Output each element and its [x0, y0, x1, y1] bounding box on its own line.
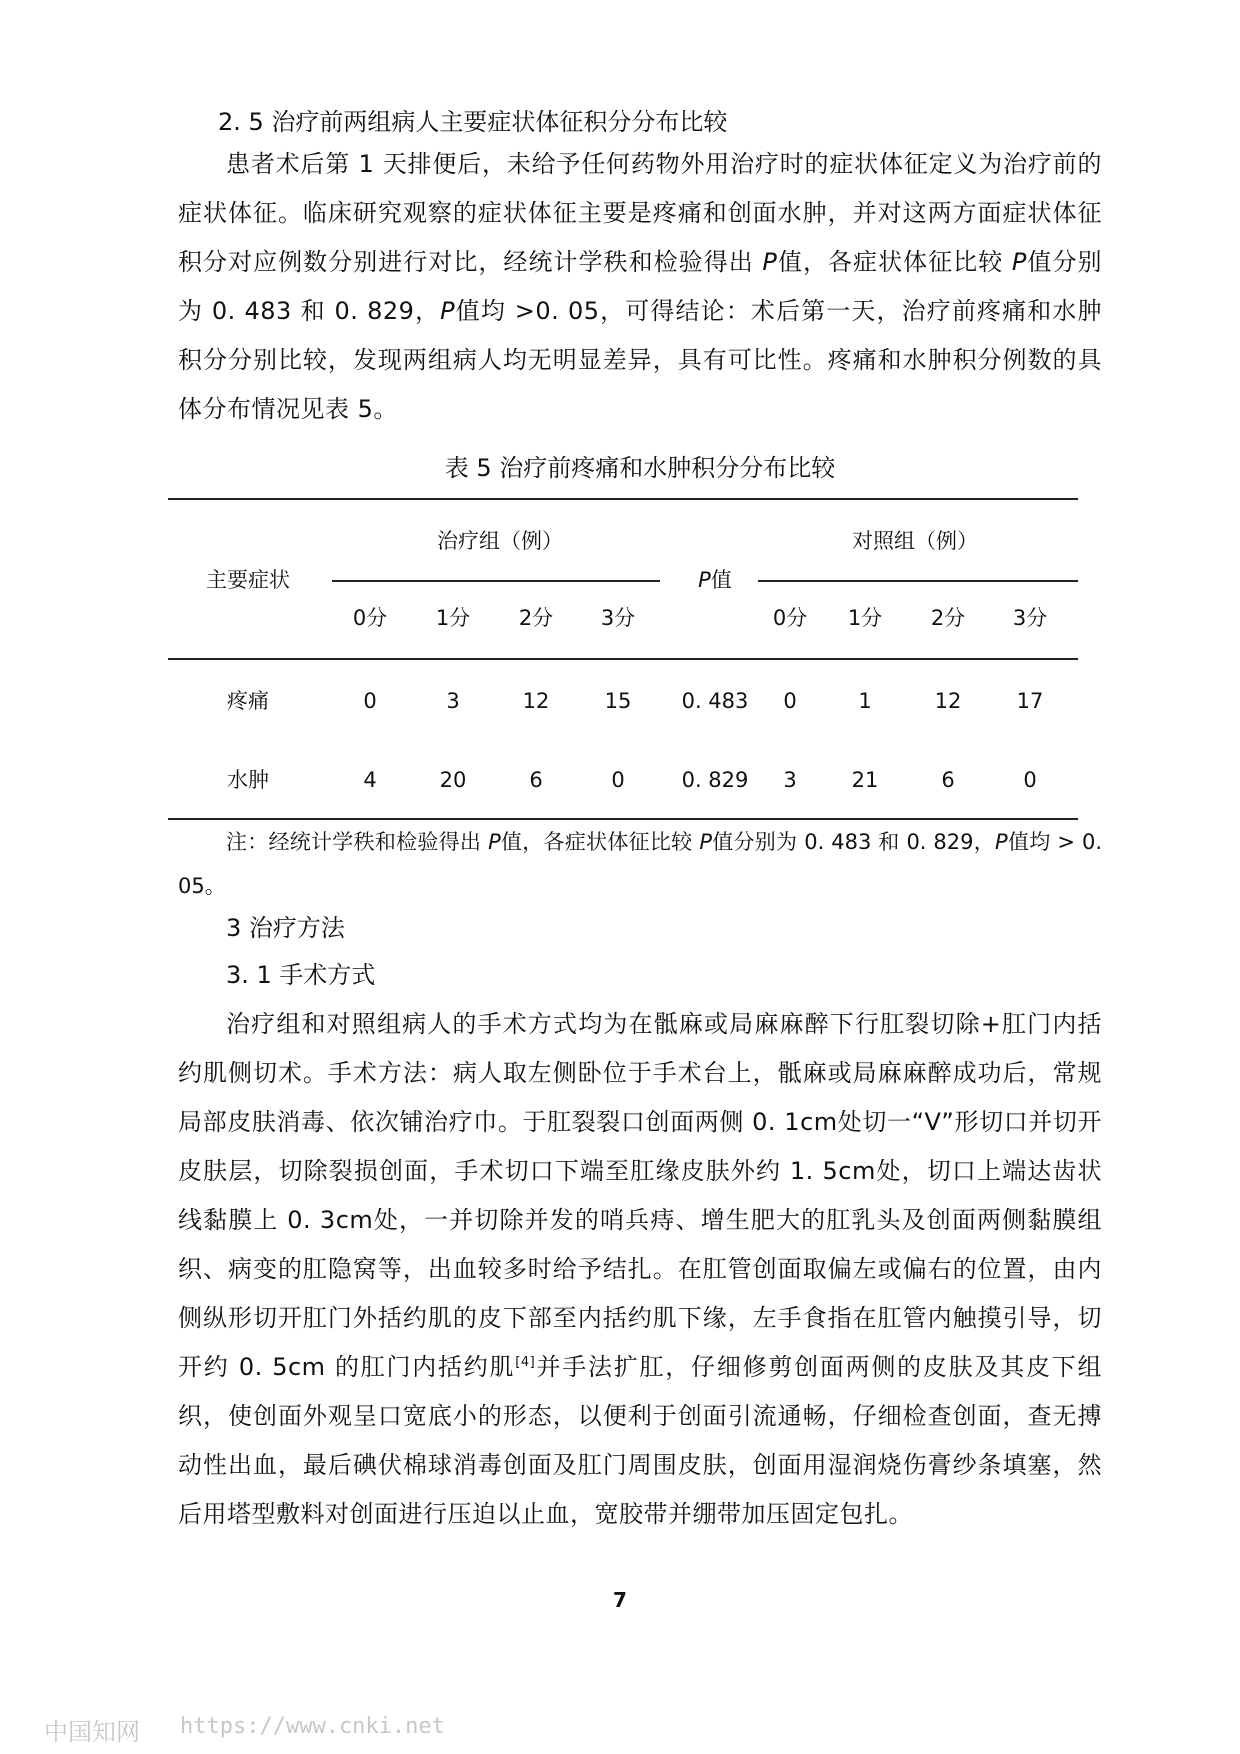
ctrl-score-header: 1分 — [847, 606, 883, 630]
table-cell: 3 — [783, 768, 797, 792]
footer-url-link[interactable]: https://www.cnki.net — [180, 1714, 445, 1739]
table-cell: 0 — [783, 689, 797, 713]
page-number: 7 — [613, 1588, 627, 1612]
table-cell: 0 — [363, 689, 377, 713]
ctrl-score-header: 3分 — [1012, 606, 1048, 630]
table-cell: 17 — [1016, 689, 1044, 713]
table-cell: 12 — [522, 689, 550, 713]
table-cell: 15 — [604, 689, 632, 713]
section-heading-3: 3 治疗方法 — [226, 914, 345, 942]
section-heading-3-1: 3. 1 手术方式 — [226, 961, 376, 989]
treat-score-header: 2分 — [518, 606, 554, 630]
treat-score-header: 0分 — [352, 606, 388, 630]
table-cell: 21 — [851, 768, 879, 792]
table-cell: 0 — [611, 768, 625, 792]
table-cell-p: 0. 829 — [681, 768, 749, 792]
paragraph-2-5: 患者术后第 1 天排便后，未给予任何药物外用治疗时的症状体征定义为治疗前的症状体征。临床研究观察的症状体征主要是疼痛和创面水肿，并对这两方面症状体征积分对应例数分别进行对比，经统计学秩和检验得出 P值，各症状体征比较 P值分别为 0. 483 和 0. 829，P值均 >0. 05，可得结论：术后第一天，治疗前疼痛和水肿积分分别比较，发现两组病人均无明显差异，具有可比性。疼痛和水肿积分例数的具体分布情况见表 5。 — [178, 150, 1102, 423]
table-caption: 表 5 治疗前疼痛和水肿积分分布比较 — [444, 454, 836, 482]
table-cell: 6 — [529, 768, 543, 792]
paragraph-3-1: 治疗组和对照组病人的手术方式均为在骶麻或局麻麻醉下行肛裂切除+肛门内括约肌侧切术。手术方法：病人取左侧卧位于手术台上，骶麻或局麻麻醉成功后，常规局部皮肤消毒、依次铺治疗巾。于肛裂裂口创面两侧 0. 1cm处切一“V”形切口并切开皮肤层，切除裂损创面，手术切口下端至肛缘皮肤外约 1. 5cm处，切口上端达齿状线黏膜上 0. 3cm处，一并切除并发的哨兵痔、增生肥大的肛乳头及创面两侧黏膜组织、病变的肛隐窝等，出血较多时给予结扎。在肛管创面取偏左或偏右的位置，由内侧纵形切开肛门外括约肌的皮下部至内括约肌下缘，左手食指在肛管内触摸引导，切开约 0. 5cm 的肛门内括约肌[4]并手法扩肛，仔细修剪创面两侧的皮肤及其皮下组织，使创面外观呈口宽底小的形态，以便利于创面引流通畅，仔细检查创面，查无搏动性出血，最后碘伏棉球消毒创面及肛门周围皮肤，创面用湿润烧伤膏纱条填塞，然后用塔型敷料对创面进行压迫以止血，宽胶带并绷带加压固定包扎。 — [178, 1010, 1103, 1528]
treat-score-header: 3分 — [600, 606, 636, 630]
table-cell: 3 — [446, 689, 460, 713]
row-symptom: 疼痛 — [227, 689, 269, 713]
table-note: 注：经统计学秩和检验得出 P值，各症状体征比较 P值分别为 0. 483 和 0. 829，P值均 > 0. 05。 — [178, 830, 1102, 898]
table-cell: 20 — [439, 768, 467, 792]
row-symptom: 水肿 — [227, 768, 269, 792]
table-cell: 4 — [363, 768, 377, 792]
header-symptom: 主要症状 — [206, 568, 290, 592]
table-header-rule — [168, 658, 1078, 660]
header-treatment-group: 治疗组（例） — [437, 529, 563, 553]
treatment-group-rule — [332, 580, 660, 582]
table-cell: 6 — [941, 768, 955, 792]
table-cell: 12 — [934, 689, 962, 713]
ctrl-score-header: 0分 — [772, 606, 808, 630]
header-control-group: 对照组（例） — [852, 529, 978, 553]
table-cell-p: 0. 483 — [681, 689, 749, 713]
header-p-value: P值 — [698, 568, 732, 592]
footer-site-name: 中国知网 — [44, 1718, 140, 1746]
treat-score-header: 1分 — [435, 606, 471, 630]
section-heading-2-5: 2. 5 治疗前两组病人主要症状体征积分分布比较 — [218, 108, 728, 136]
table-top-rule — [168, 498, 1078, 500]
ctrl-score-header: 2分 — [930, 606, 966, 630]
citation: [4] — [515, 1355, 536, 1370]
table-cell: 1 — [858, 689, 872, 713]
table-cell: 0 — [1023, 768, 1037, 792]
control-group-rule — [758, 580, 1078, 582]
